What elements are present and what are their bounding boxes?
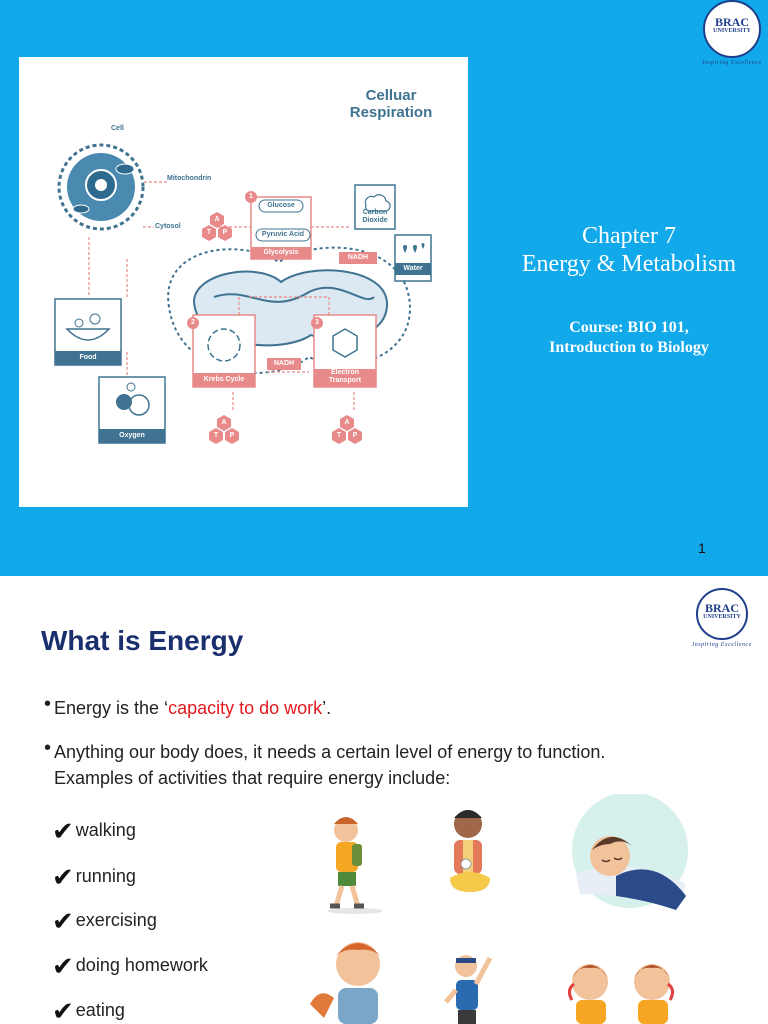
label-atp-t-3: T — [336, 432, 342, 439]
energy-slide — [0, 576, 768, 1024]
cellular-respiration-diagram — [19, 57, 468, 507]
activity-item — [52, 816, 136, 846]
activity-item — [52, 951, 208, 981]
bullet-definition — [44, 695, 331, 721]
bullet2-line2: Examples of activities that require energy include: — [54, 768, 451, 788]
label-atp-a-3: A — [344, 419, 350, 426]
figure-title: Celluar Respiration — [349, 87, 433, 121]
label-water: Water — [403, 265, 423, 272]
eating-boy-illustration — [450, 810, 490, 892]
label-pyruvic-acid: Pyruvic Acid — [261, 231, 305, 238]
activity-label: exercising — [75, 910, 157, 930]
eating-girls-illustration — [569, 964, 672, 1024]
activity-label: doing homework — [75, 955, 208, 975]
activity-label: eating — [75, 1000, 125, 1020]
label-atp-a-2: A — [221, 419, 227, 426]
label-atp-a-1: A — [214, 216, 220, 223]
label-cell: Cell — [111, 125, 124, 132]
logo-name: BRAC — [714, 15, 749, 29]
bullet1-post: ’. — [322, 698, 332, 718]
chapter-heading — [490, 222, 768, 278]
activity-item — [52, 906, 157, 936]
bullet-dot: • — [44, 693, 52, 715]
logo-sub: UNIVERSITY — [713, 28, 751, 34]
activity-item — [52, 996, 125, 1024]
chapter-title: Energy & Metabolism — [521, 251, 737, 277]
brac-logo — [696, 0, 768, 66]
activity-item — [52, 862, 136, 892]
check-icon: ✔ — [52, 816, 74, 846]
activity-label: walking — [75, 820, 136, 840]
check-icon: ✔ — [52, 862, 74, 892]
check-icon: ✔ — [52, 951, 74, 981]
label-oxygen: Oxygen — [119, 432, 145, 439]
label-carbon-dioxide: Carbon Dioxide — [362, 209, 388, 224]
label-nadh-bottom: NADH — [273, 360, 295, 367]
label-krebs-cycle: Krebs Cycle — [203, 376, 245, 383]
bullet2-line1: Anything our body does, it needs a certain level of energy to function. — [54, 742, 606, 762]
bullet1-highlight: capacity to do work — [168, 698, 323, 718]
chapter-number: Chapter 7 — [582, 223, 676, 249]
label-step-3: 3 — [315, 319, 319, 326]
label-glucose: Glucose — [267, 202, 295, 209]
label-atp-p-3: P — [352, 432, 358, 439]
course-info — [490, 318, 768, 358]
label-nadh-top: NADH — [347, 254, 369, 261]
label-atp-p-1: P — [222, 229, 228, 236]
page-number: 1 — [698, 540, 706, 556]
bullet-dot-2: • — [44, 737, 52, 759]
sleeping-man-illustration — [572, 794, 688, 910]
course-code: Course: BIO 101, — [569, 319, 689, 336]
label-step-1: 1 — [249, 193, 253, 200]
check-icon: ✔ — [52, 996, 74, 1024]
label-food: Food — [79, 354, 97, 361]
check-icon: ✔ — [52, 906, 74, 936]
course-name: Introduction to Biology — [549, 339, 709, 356]
label-atp-p-2: P — [229, 432, 235, 439]
brac-logo-2 — [686, 588, 758, 648]
walking-boy-illustration — [327, 817, 383, 914]
label-cytosol: Cytosol — [155, 223, 181, 230]
label-step-2: 2 — [191, 319, 195, 326]
slide-title: What is Energy — [41, 625, 244, 656]
exercising-kid-illustration — [446, 955, 490, 1024]
bullet-activities — [44, 739, 605, 791]
label-electron-transport: Electron Transport — [328, 369, 362, 384]
homework-boy-illustration — [310, 942, 382, 1024]
cellular-respiration-figure — [19, 57, 468, 507]
label-mitochondrin: Mitochondrin — [167, 175, 212, 182]
activity-illustrations — [280, 794, 720, 1024]
logo-seal — [703, 0, 761, 58]
bullet1-pre: Energy is the ‘ — [54, 698, 169, 718]
logo-tagline: Inspiring Excellence — [702, 60, 762, 66]
label-atp-t-1: T — [206, 229, 212, 236]
logo-seal-2 — [696, 588, 748, 640]
activity-label: running — [75, 866, 136, 886]
label-atp-t-2: T — [213, 432, 219, 439]
logo-tagline-2: Inspiring Excellence — [692, 642, 752, 648]
logo-sub-2: UNIVERSITY — [703, 614, 741, 620]
label-glycolysis: Glycolysis — [263, 249, 299, 256]
logo-name-2: BRAC — [704, 601, 739, 615]
